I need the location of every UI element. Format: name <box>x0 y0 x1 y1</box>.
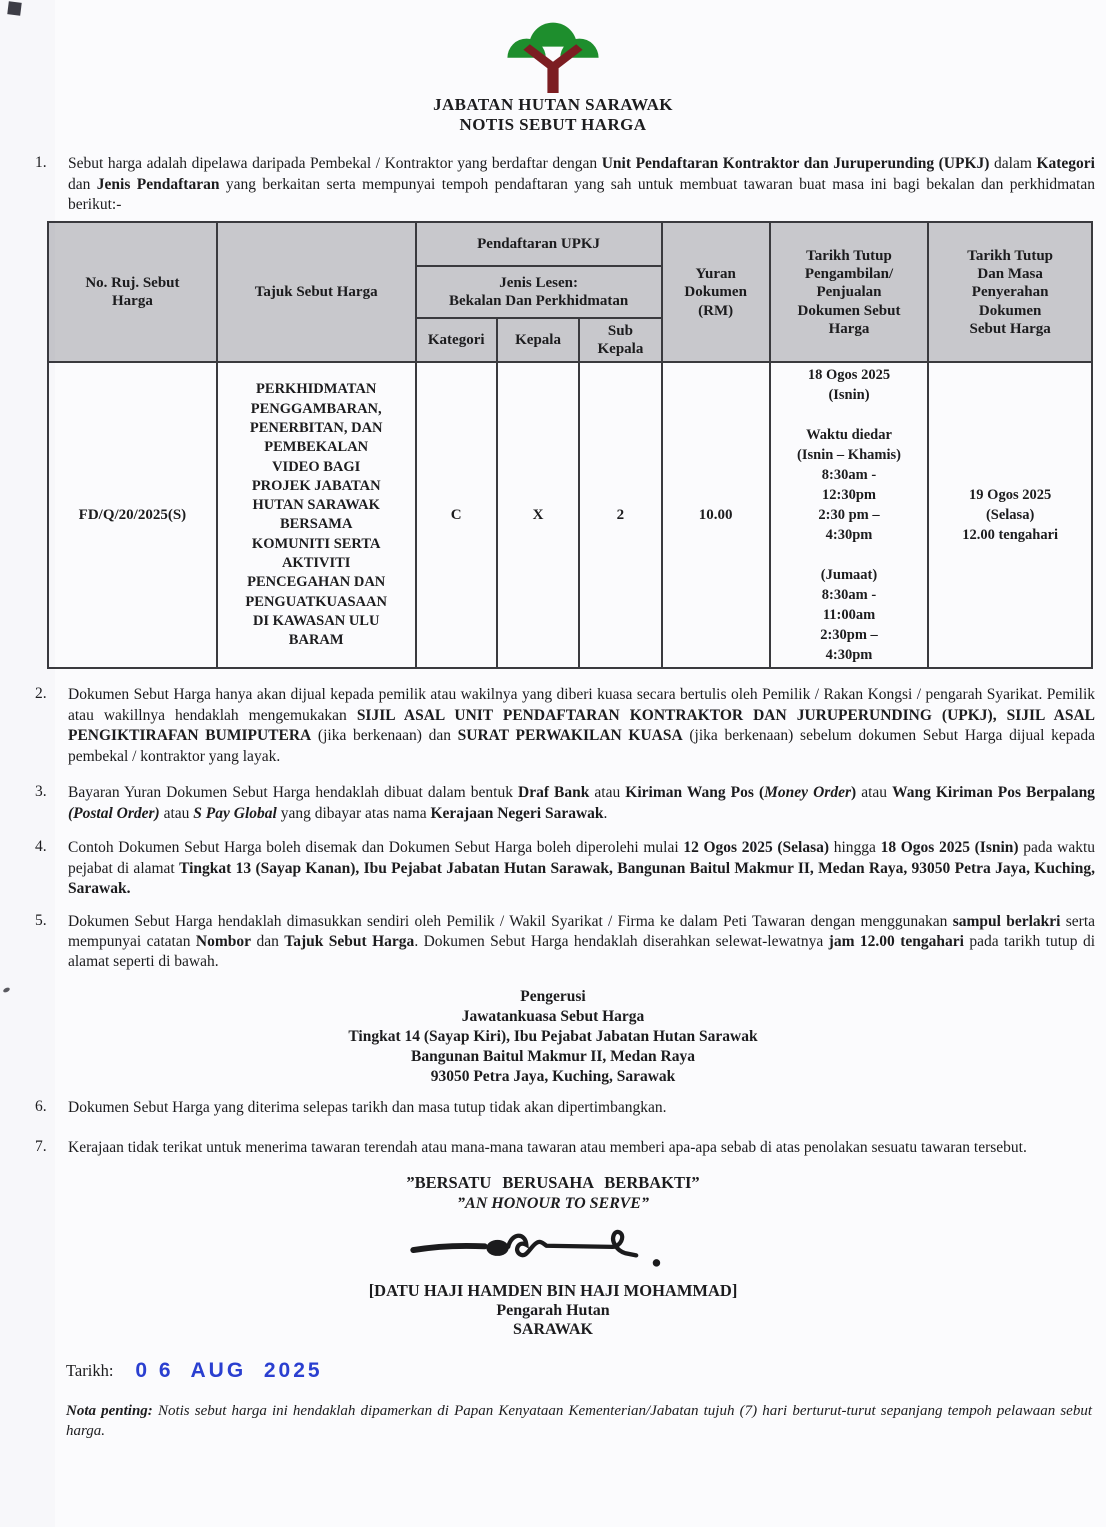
header-kepala: Kepala <box>497 318 579 362</box>
motto-malay: ”BERSATU BERUSAHA BERBAKTI” <box>406 1172 700 1192</box>
paragraph-2 <box>35 685 1095 767</box>
scan-edge-shading <box>0 0 55 1527</box>
header-pendaftaran-upkj: Pendaftaran UPKJ <box>416 222 662 266</box>
date-line <box>66 1359 1106 1383</box>
organization-title: JABATAN HUTAN SARAWAK <box>433 95 673 114</box>
signatory-region: SARAWAK <box>512 1320 593 1338</box>
date-stamp: 0 6 AUG 2025 <box>135 1358 323 1382</box>
paragraph-7-text: Kerajaan tidak terikat untuk menerima tawaran terendah atau mana-mana tawaran atau memberi apa-apa sebab di atas penolakan sesuatu tawaran tersebut. <box>68 1139 1027 1157</box>
tender-table <box>47 221 1093 669</box>
header-sub-kepala: Sub Kepala <box>579 318 661 362</box>
table-row <box>48 362 1092 668</box>
cell-kategori: C <box>416 362 497 668</box>
important-note: Nota penting: Notis sebut harga ini hendaklah dipamerkan di Papan Kenyataan Kementerian/Jabatan tujuh (7) hari berturut-turut sepanjang tempoh pelawaan sebut harga. <box>66 1402 1092 1439</box>
document-title: NOTIS SEBUT HARGA <box>459 114 647 134</box>
cell-tarikh-pengambilan: 18 Ogos 2025 (Isnin) Waktu diedar (Isnin – Khamis) 8:30am - 12:30pm 2:30 pm – 4:30pm (Jumaat) 8:30am - 11:00am 2:30pm – 4:30pm <box>770 362 929 668</box>
paragraph-6-number: 6. <box>35 1097 47 1115</box>
header-tajuk: Tajuk Sebut Harga <box>217 222 416 362</box>
signatory-name: [DATU HAJI HAMDEN BIN HAJI MOHAMMAD] <box>368 1280 738 1300</box>
signature-scribble <box>0 1217 1106 1281</box>
date-label: Tarikh: <box>66 1360 114 1380</box>
paragraph-1-number: 1. <box>35 154 47 172</box>
motto-english: ”AN HONOUR TO SERVE” <box>457 1194 649 1212</box>
paragraph-4-text: Contoh Dokumen Sebut Harga boleh disemak dan Dokumen Sebut Harga boleh diperolehi mulai 12 Ogos 2025 (Selasa) hingga 18 Ogos 2025 (Isnin) pada waktu pejabat di alamat Tingkat 13 (Sayap Kanan), Ibu Pejabat Jabatan Hutan Sarawak, Bangunan Baitul Makmur II, Medan Raya, 93050 Petra Jaya, Kuching, Sarawak. <box>68 839 1096 898</box>
header-yuran: Yuran Dokumen (RM) <box>662 222 770 362</box>
cell-sub-kepala: 2 <box>579 362 661 668</box>
signatory-role: Pengarah Hutan <box>496 1301 610 1319</box>
paragraph-2-text: Dokumen Sebut Harga hanya akan dijual kepada pemilik atau wakilnya yang diberi kuasa secara bertulis oleh Pemilik / Rakan Kongsi / pengarah Syarikat. Pemilik atau wakillnya hendaklah mengemukakan SIJIL ASAL UNIT PENDAFTARAN KONTRAKTOR DAN JURUPERUNDING (UPKJ), SIJIL ASAL PENGIKTIRAFAN BUMIPUTERA (jika berkenaan) dan SURAT PERWAKILAN KUASA (jika berkenaan) sebelum dokumen Sebut Harga dijual kepada pembekal / kontraktor yang layak. <box>68 686 1096 765</box>
paragraph-1 <box>35 154 1095 215</box>
cell-yuran: 10.00 <box>662 362 770 668</box>
cell-no-ruj: FD/Q/20/2025(S) <box>48 362 217 668</box>
cell-kepala: X <box>497 362 579 668</box>
header-kategori: Kategori <box>416 318 497 362</box>
header-tarikh-penyerahan: Tarikh Tutup Dan Masa Penyerahan Dokumen Sebut Harga <box>928 222 1092 362</box>
paragraph-3-number: 3. <box>35 783 47 801</box>
paragraph-7 <box>35 1138 1095 1158</box>
handwritten-signature-icon <box>388 1217 718 1281</box>
header-jenis-lesen: Jenis Lesen: Bekalan Dan Perkhidmatan <box>416 266 662 318</box>
paragraph-5-number: 5. <box>35 911 47 929</box>
submission-address-block: Pengerusi Jawatankuasa Sebut Harga Tingkat 14 (Sayap Kiri), Ibu Pejabat Jabatan Hutan Sarawak Bangunan Baitul Makmur II, Medan Raya 93050 Petra Jaya, Kuching, Sarawak <box>348 987 758 1086</box>
cell-tarikh-penyerahan: 19 Ogos 2025 (Selasa) 12.00 tengahari <box>928 362 1092 668</box>
paragraph-5-text: Dokumen Sebut Harga hendaklah dimasukkan sendiri oleh Pemilik / Wakil Syarikat / Firma ke dalam Peti Tawaran dengan menggunakan sampul berlakri serta mempunyai catatan Nombor dan Tajuk Sebut Harga. Dokumen Sebut Harga hendaklah diserahkan selewat-lewatnya jam 12.00 tengahari pada tarikh tutup di alamat seperti di bawah. <box>68 912 1096 971</box>
header-no-ruj: No. Ruj. Sebut Harga <box>48 222 217 362</box>
cell-tajuk: PERKHIDMATAN PENGGAMBARAN, PENERBITAN, DAN PEMBEKALAN VIDEO BAGI PROJEK JABATAN HUTAN SARAWAK BERSAMA KOMUNITI SERTA AKTIVITI PENCEGAHAN DAN PENGUATKUASAAN DI KAWASAN ULU BARAM <box>217 362 416 668</box>
paragraph-6-text: Dokumen Sebut Harga yang diterima selepas tarikh dan masa tutup tidak akan dipertimbangkan. <box>68 1098 667 1116</box>
document-title-block <box>0 95 1106 134</box>
paragraph-3-text: Bayaran Yuran Dokumen Sebut Harga hendaklah dibuat dalam bentuk Draf Bank atau Kiriman Wang Pos (Money Order) atau Wang Kiriman Pos Berpalang (Postal Order) atau S Pay Global yang dibayar atas nama Kerajaan Negeri Sarawak. <box>68 784 1095 822</box>
tree-logo-icon <box>501 13 605 93</box>
paragraph-4 <box>35 838 1095 899</box>
table-header-row-1 <box>48 222 1092 266</box>
agency-logo <box>0 0 1106 93</box>
paragraph-2-number: 2. <box>35 685 47 703</box>
paragraph-1-text: Sebut harga adalah dipelawa daripada Pembekal / Kontraktor yang berdaftar dengan Unit Pendaftaran Kontraktor dan Juruperunding (UPKJ) dalam Kategori dan Jenis Pendaftaran yang berkaitan serta mempunyai tempoh pendaftaran yang sah untuk membuat tawaran buat masa ini bagi bekalan dan perkhidmatan berikut:- <box>68 155 1095 213</box>
header-tarikh-pengambilan: Tarikh Tutup Pengambilan/ Penjualan Dokumen Sebut Harga <box>770 222 929 362</box>
paragraph-3 <box>35 783 1095 824</box>
paragraph-4-number: 4. <box>35 838 47 856</box>
scan-artifact-top-left <box>7 1 21 15</box>
paragraph-7-number: 7. <box>35 1138 47 1156</box>
paragraph-6 <box>35 1098 1095 1118</box>
paragraph-5 <box>35 912 1095 973</box>
